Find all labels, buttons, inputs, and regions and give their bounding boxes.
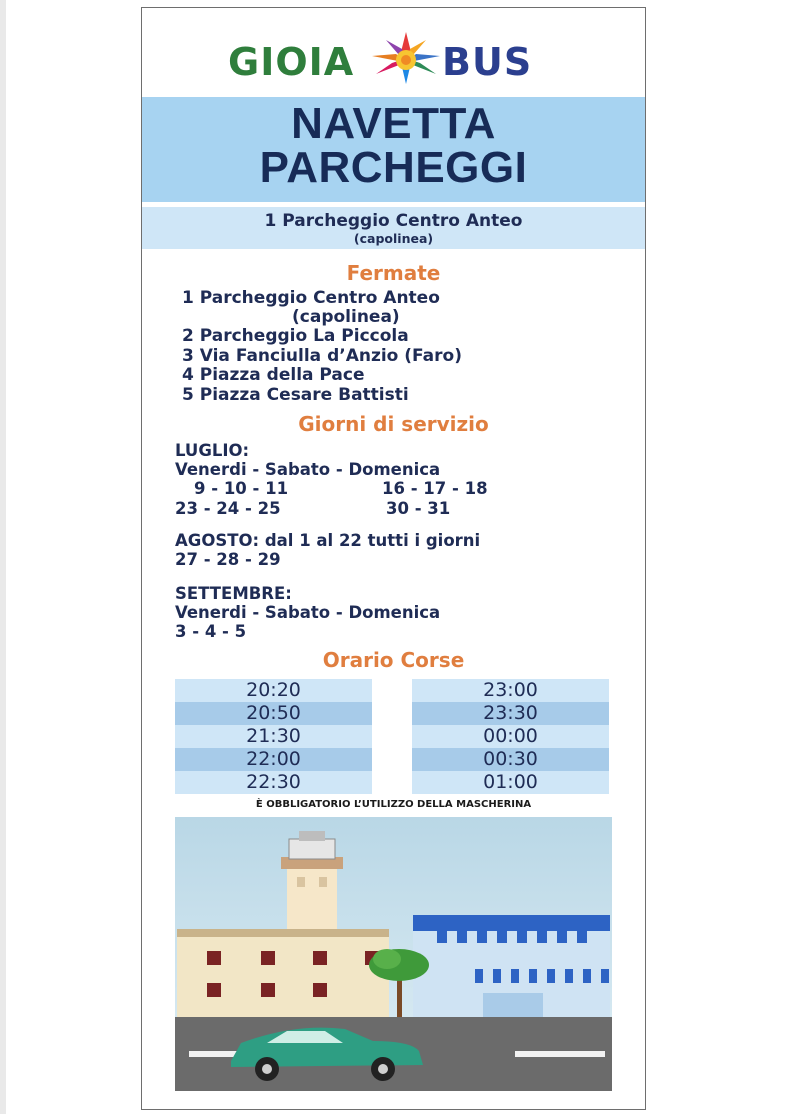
- schedule-time: 20:50: [175, 702, 372, 725]
- stop-item: 3 Via Fanciulla d’Anzio (Faro): [182, 346, 462, 366]
- stop-item: 4 Piazza della Pace: [182, 365, 365, 385]
- schedule-time: 22:30: [175, 771, 372, 794]
- terminus-name: 1 Parcheggio Centro Anteo: [264, 211, 523, 231]
- july-dates: 23 - 24 - 25: [175, 499, 281, 518]
- title-banner: [142, 97, 645, 202]
- gioia-bus-logo: [142, 26, 645, 96]
- terminus-note: (capolinea): [353, 231, 434, 246]
- stops-heading: Fermate: [346, 261, 441, 285]
- mask-notice: È OBBLIGATORIO L’UTILIZZO DELLA MASCHERINA: [255, 799, 532, 810]
- schedule-time: 23:00: [412, 679, 609, 702]
- schedule-time: 23:30: [412, 702, 609, 725]
- september-dates: 3 - 4 - 5: [175, 622, 247, 641]
- title-line-2: PARCHEGGI: [259, 143, 528, 192]
- july-dates: 30 - 31: [386, 499, 451, 518]
- flyer: [141, 7, 646, 1110]
- july-days: Venerdi - Sabato - Domenica: [175, 460, 441, 479]
- stop-item: 1 Parcheggio Centro Anteo: [182, 288, 440, 308]
- august-dates: 27 - 28 - 29: [175, 550, 281, 569]
- schedule-time: 22:00: [175, 748, 372, 771]
- stop-item-note: (capolinea): [292, 307, 400, 327]
- july-dates: 16 - 17 - 18: [382, 479, 488, 498]
- september-days: Venerdi - Sabato - Domenica: [175, 603, 441, 622]
- schedule-time: 00:00: [412, 725, 609, 748]
- stop-item: 2 Parcheggio La Piccola: [182, 326, 409, 346]
- schedule-heading: Orario Corse: [322, 648, 465, 672]
- terminus-box: [142, 207, 645, 249]
- service-days-heading: Giorni di servizio: [298, 412, 489, 436]
- schedule-time: 20:20: [175, 679, 372, 702]
- stop-item: 5 Piazza Cesare Battisti: [182, 385, 409, 405]
- september-label: SETTEMBRE:: [175, 584, 292, 603]
- lighthouse-street-illustration: [175, 817, 612, 1091]
- sun-icon: [364, 28, 448, 88]
- logo-text-gioia: GIOIA: [228, 40, 355, 84]
- july-label: LUGLIO:: [175, 441, 250, 460]
- schedule-time: 21:30: [175, 725, 372, 748]
- logo-text-bus: BUS: [442, 40, 533, 84]
- schedule-time: 00:30: [412, 748, 609, 771]
- schedule-time: 01:00: [412, 771, 609, 794]
- july-dates: 9 - 10 - 11: [194, 479, 289, 498]
- page-edge: [0, 0, 6, 1114]
- title-line-1: NAVETTA: [291, 99, 496, 148]
- august-label: AGOSTO: dal 1 al 22 tutti i giorni: [175, 531, 481, 550]
